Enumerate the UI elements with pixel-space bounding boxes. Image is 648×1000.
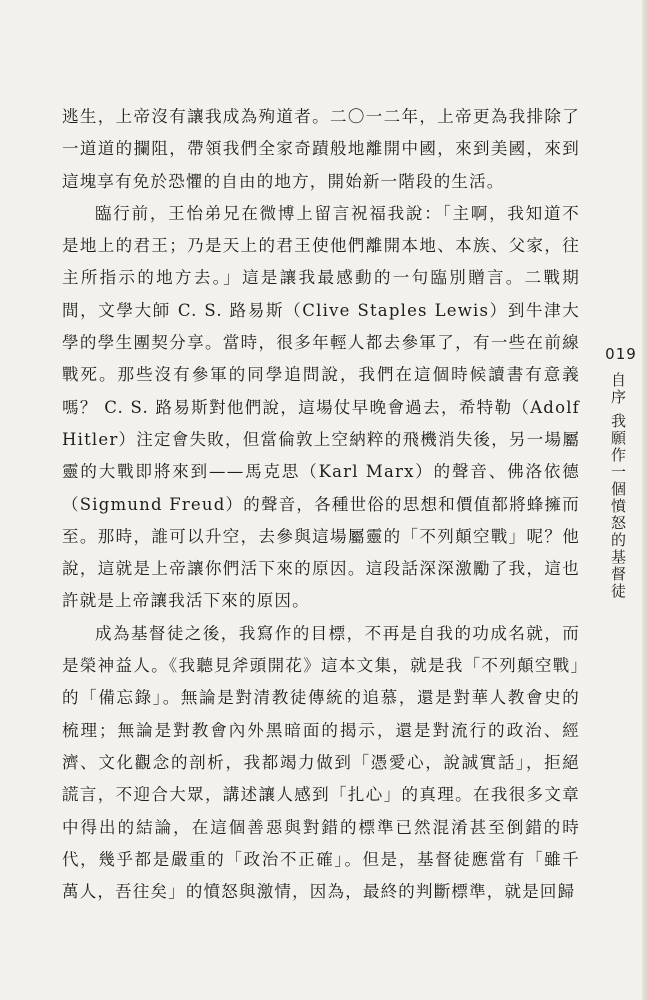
running-head: 自序 我願作一個憤怒的基督徒 [609, 372, 627, 600]
page-number: 019 [605, 345, 637, 363]
paragraph: 臨行前，王怡弟兄在微博上留言祝福我說：「主啊，我知道不是地上的君王；乃是天上的君王使他們離開本地、本族、父家，往主所指示的地方去。」這是讓我最感動的一句臨別贈言。二戰期間，文學大師 C. S. 路易斯（Clive Staples Lewis）到牛津大學的學生團契分享。當時，很多年輕人都去參軍了，有一些在前線戰死。那些沒有參軍的同學追問說，我們在這個時候讀書有意義嗎？ C. S. 路易斯對他們說，這場仗早晚會過去，希特勒（Adolf Hitler）注定會失敗，但當倫敦上空納粹的飛機消失後，另一場屬靈的大戰即將來到——馬克思（Karl Marx）的聲音、佛洛依德（Sigmund Freud）的聲音，各種世俗的思想和價值都將蜂擁而至。那時，誰可以升空，去參與這場屬靈的「不列顛空戰」呢？他說，這就是上帝讓你們活下來的原因。這段話深深激勵了我，這也許就是上帝讓我活下來的原因。 [62, 203, 580, 611]
body-text [62, 101, 580, 908]
paragraph: 成為基督徒之後，我寫作的目標，不再是自我的功成名就，而是榮神益人。《我聽見斧頭開花》這本文集，就是我「不列顛空戰」的「備忘錄」。無論是對清教徒傳統的追慕，還是對華人教會史的梳理；無論是對教會內外黑暗面的揭示，還是對流行的政治、經濟、文化觀念的剖析，我都竭力做到「憑愛心，說誠實話」，拒絕謊言，不迎合大眾，講述讓人感到「扎心」的真理。在我很多文章中得出的結論，在這個善惡與對錯的標準已然混淆甚至倒錯的時代，幾乎都是嚴重的「政治不正確」。但是，基督徒應當有「雖千萬人，吾往矣」的憤怒與激情，因為，最終的判斷標準，就是回歸 [62, 623, 580, 902]
page-edge [642, 0, 648, 1000]
paragraph-continued: 逃生，上帝沒有讓我成為殉道者。二〇一二年，上帝更為我排除了一道道的攔阻，帶領我們全家奇蹟般地離開中國，來到美國，來到這塊享有免於恐懼的自由的地方，開始新一階段的生活。 [62, 107, 580, 191]
